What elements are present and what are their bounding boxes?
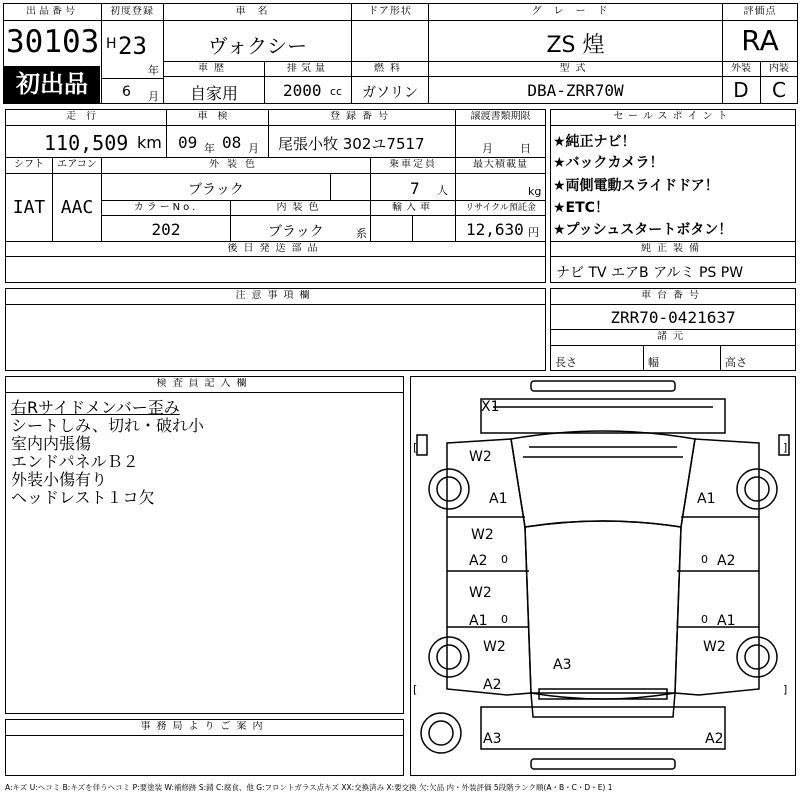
damage-mark: A3 [483,731,502,747]
car-diagram [410,376,796,776]
interior-label: 内装 [769,63,789,74]
rear-spoiler [539,689,667,699]
recycle-amount: 12,630 [466,220,524,239]
later-parts-label: 後日発送部品 [227,243,324,254]
hood [511,431,695,527]
damage-mark: W2 [469,585,492,601]
damage-mark: W2 [483,639,506,655]
color-no: 202 [151,220,181,239]
transfer-day: 日 [520,142,531,155]
width-label: 幅 [648,356,659,369]
sales-point: ★両側電動スライドドア！ [553,178,719,194]
score: RA [741,24,779,57]
bracket-l: [ [413,441,418,454]
int-color-suffix: 系 [356,227,367,240]
wheel-fr [737,469,777,509]
damage-mark: A1 [469,613,488,629]
zero-mark: 0 [501,553,508,566]
damage-mark: A1 [489,491,508,507]
shift-label: シフト [14,159,44,170]
damage-mark: W2 [703,639,726,655]
reg-no: 尾張小牧 302ユ7517 [278,135,425,153]
sales-point: ★ETC！ [553,200,609,216]
year-unit: 年 [148,64,159,77]
transfer-month: 月 [482,142,493,155]
damage-mark: X1 [481,399,500,415]
grade: ZS 煌 [546,33,605,58]
color: ブラック [188,182,244,198]
wheel-rl [429,637,469,677]
model: DBA-ZRR70W [527,81,624,100]
int-color: ブラック [268,224,324,240]
left-side [447,439,531,695]
sales-label: セールスポイント [613,111,733,122]
damage-mark: W2 [471,527,494,543]
damage-mark: A1 [697,491,716,507]
fuel: ガソリン [362,85,418,101]
recycle-label: リサイクル預託金 [465,203,536,213]
sales-point: ★純正ナビ！ [553,134,636,150]
damage-mark: A2 [483,677,502,693]
first-reg-year: 23 [118,32,147,60]
mileage-label: 走行 [66,111,106,122]
rear-bumper [531,759,675,769]
office-label: 事務局よりご案内 [140,721,269,732]
exterior-label: 外装 [731,63,751,74]
chassis-number: ZRR70-0421637 [610,308,736,327]
load-unit: kg [528,185,542,198]
capacity-label: 乗車定員 [389,159,437,170]
wheel-fl [429,469,469,509]
car-name: ヴォクシー [207,34,308,58]
exterior-grade: D [733,78,749,102]
sales-point: ★バックカメラ！ [553,155,664,171]
mileage: 110,509 [44,131,129,155]
car-name-label: 車名 [235,6,280,17]
reg-no-label: 登録番号 [330,111,394,122]
displacement: 2000 [283,81,322,100]
int-color-label: 内装色 [276,202,325,213]
mirror-l [417,435,427,455]
interior-grade: C [772,78,786,102]
inspector-note: 右Rサイドメンバー歪み [11,398,180,417]
model-label: 型式 [559,63,592,74]
equipment: ナビ TV エアB アルミ PS PW [556,265,744,281]
damage-mark: A3 [553,657,572,673]
bracket-r: ] [783,683,788,696]
history-label: 車歴 [198,63,230,74]
length-label: 長さ [555,356,577,369]
era: H [106,36,117,52]
damage-mark: W2 [469,449,492,465]
front-bumper [531,381,675,391]
inspection-month: 08 [222,133,242,152]
inspector-note: 室内内張傷 [11,434,92,453]
recycle-unit: 円 [528,226,539,239]
capacity: 7 [410,179,420,198]
inspection-month-unit: 月 [248,142,259,155]
load-label: 最大積載量 [473,159,528,170]
zero-mark: 0 [701,553,708,566]
ac: AAC [60,197,94,218]
sales-point: ★プッシュスタートボタン！ [553,222,733,238]
displacement-label: 排気量 [287,63,329,74]
inspector-note: ヘッドレスト１コ欠 [11,488,155,507]
first-listing-badge: 初出品 [4,66,100,103]
inspector-note: エンドパネルＢ２ [11,452,139,471]
zero-mark: 0 [501,613,508,626]
height-label: 高さ [725,356,747,369]
lot-no: 30103 [6,24,100,60]
fuel-label: 燃料 [374,63,406,74]
first-reg-label: 初度登録 [110,6,154,17]
score-label: 評価点 [743,6,777,17]
first-reg-month: 6 [122,84,131,100]
damage-mark: A2 [717,553,736,569]
inspector-note: 外装小傷有り [11,470,108,489]
bracket-r: ] [783,441,788,454]
inspector-note: シートしみ、切れ・破れ小 [11,416,204,435]
inspection-year: 09 [178,133,198,152]
shift: IAT [12,197,46,218]
damage-mark: A2 [469,553,488,569]
lot-no-label: 出品番号 [26,6,78,17]
history: 自家用 [189,84,238,103]
front-panel [481,399,725,433]
car-outline [411,377,795,775]
grade-label: グレード [531,6,620,17]
inspection-label: 車検 [197,111,238,122]
roof [525,521,681,699]
color-label: 外装色 [209,159,263,170]
zero-mark: 0 [701,613,708,626]
inspector-label: 検査員記入欄 [156,378,253,389]
capacity-unit: 人 [437,184,448,197]
transfer-label: 譲渡書類期限 [470,111,531,122]
dims-label: 諸元 [657,331,689,342]
damage-mark: A2 [705,731,724,747]
import-label: 輸入車 [392,202,434,213]
mileage-unit: km [137,133,162,152]
notes-label: 注意事項欄 [235,290,316,301]
damage-legend: A:キズ U:ヘコミ B:キズを伴うヘコミ P:要塗装 W:補修跡 S:錆 C:腐食、他 G:フロントガラス点キズ XX:交換済み X:要交換 欠:欠品 内・外装評価 5段階ランク順(A・B・C・D・E) 1 [5,783,613,792]
color-no-label: カラーNo. [133,202,199,213]
rear-panel [481,707,725,749]
ac-label: エアコン [57,159,97,170]
wheel-rr [737,637,777,677]
displacement-unit: cc [330,85,343,98]
month-unit: 月 [148,90,159,103]
spare-wheel [421,713,461,753]
equipment-label: 純正装備 [641,243,705,254]
chassis-label: 車台番号 [641,290,705,301]
door-label: ドア形状 [368,6,412,17]
damage-mark: A1 [717,613,736,629]
inspection-year-unit: 年 [204,142,215,155]
bracket-l: [ [413,683,418,696]
